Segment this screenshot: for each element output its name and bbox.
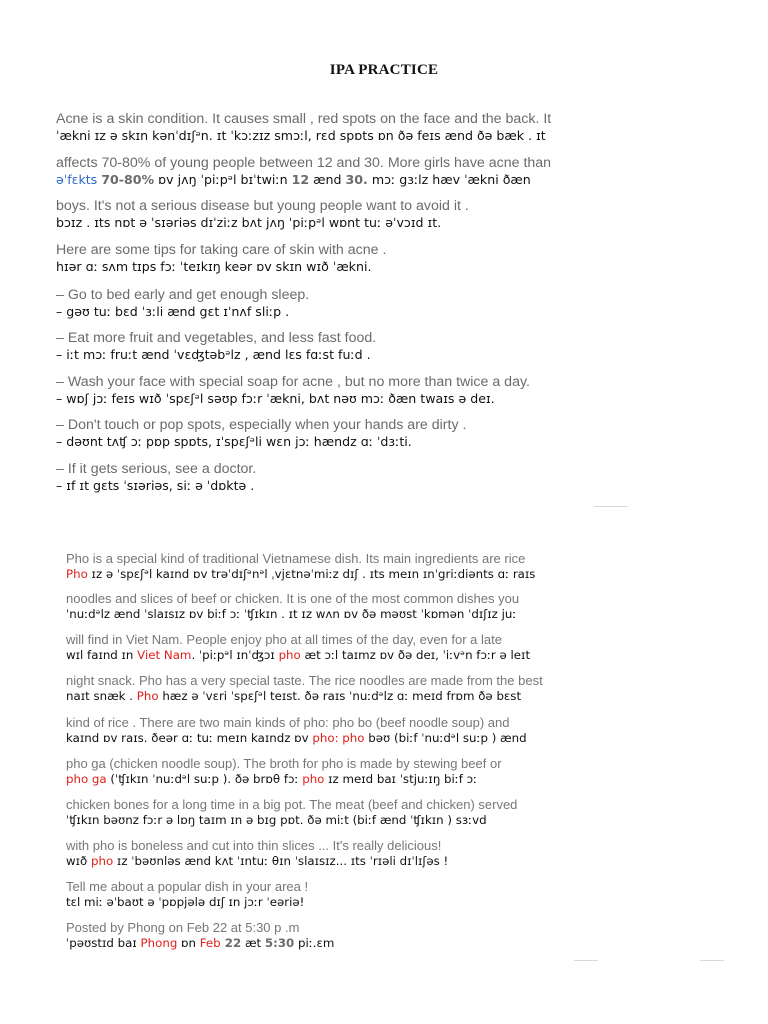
ipa-number: 30. [345,172,368,187]
english-line: – Don't touch or pop spots, especially when your hands are dirty . [56,417,467,433]
ipa-line: ˈnuːdᵊlz ænd ˈslaɪsɪz ɒv biːf ɔː ˈʧɪkɪn . ɪt ɪz wʌn ɒv ðə məʊst ˈkɒmən ˈdɪʃɪz juː [66,607,517,621]
ipa-text: ɪz ə ˈspɛʃᵊl kaɪnd ɒv trəˈdɪʃᵊnᵊl ˌvjɛtnəˈmiːz dɪʃ . ɪts meɪn ɪnˈgriːdiənts ɑː raɪs [87,567,536,581]
ipa-highlight: Feb [199,936,221,950]
english-line: noodles and slices of beef or chicken. It is one of the most common dishes you [66,591,520,606]
english-line: Here are some tips for taking care of skin with acne . [56,242,387,258]
ipa-text: ænd [309,172,346,187]
english-line: Tell me about a popular dish in your area ! [66,879,309,894]
ipa-number: 70-80% [101,172,155,187]
ipa-number: 22 [220,936,242,950]
ipa-text: ɪz ˈbəʊnləs ænd kʌt ˈɪntuː θɪn ˈslaɪsɪz... ɪts ˈrɪəli dɪˈlɪʃəs ! [113,854,449,868]
ipa-highlight: Pho [66,567,88,581]
english-line: with pho is boneless and cut into thin slices ... It's really delicious! [66,838,442,853]
ipa-number: 12 [291,172,310,187]
ipa-text: mɔː gɜːlz hæv ˈækni ðæn [367,172,531,187]
ipa-highlight: pho ga [66,772,107,786]
ipa-line: hɪər ɑː sʌm tɪps fɔː ˈteɪkɪŋ keər ɒv skɪn wɪð ˈækni. [56,259,372,274]
ipa-line [66,731,527,745]
post-meta: Posted by Phong on Feb 22 at 5:30 p .m [66,920,300,935]
ipa-text: ɒn [177,936,200,950]
ipa-highlight: Pho [136,689,159,703]
ipa-line [66,854,448,868]
english-line: Acne is a skin condition. It causes small , red spots on the face and the back. It [56,111,552,127]
ipa-number: 5:30 [264,936,295,950]
english-line: will find in Viet Nam. People enjoy pho at all times of the day, even for a late [66,632,502,647]
divider [594,506,628,507]
ipa-text: æt ɔːl taɪmz ɒv ðə deɪ, ˈiːvᵊn fɔːr ə leɪt [300,648,531,662]
ipa-line: – wɒʃ jɔː feɪs wɪð ˈspɛʃᵊl səʊp fɔːr ˈækni, bʌt nəʊ mɔː ðæn twaɪs ə deɪ. [56,391,495,406]
page-title: IPA PRACTICE [329,62,439,78]
ipa-line: ˈʧɪkɪn bəʊnz fɔːr ə lɒŋ taɪm ɪn ə bɪg pɒt. ðə miːt (biːf ænd ˈʧɪkɪn ) sɜːvd [66,813,487,827]
english-line: affects 70-80% of young people between 12 and 30. More girls have acne than [56,155,552,171]
ipa-word: əˈfɛkts [56,172,98,187]
ipa-highlight: Viet Nam [137,648,192,662]
ipa-line [66,689,521,703]
english-line: – Eat more fruit and vegetables, and less fast food. [56,330,377,346]
english-line: – Wash your face with special soap for acne , but no more than twice a day. [56,374,530,390]
ipa-line [66,567,535,581]
ipa-highlight: pho: pho [312,731,365,745]
english-line: chicken bones for a long time in a big pot. The meat (beef and chicken) served [66,797,518,812]
ipa-text: æt [241,936,265,950]
ipa-line [66,772,477,786]
english-line: Pho is a special kind of traditional Vietnamese dish. Its main ingredients are rice [66,551,526,566]
ipa-line: tɛl miː əˈbaʊt ə ˈpɒpjələ dɪʃ ɪn jɔːr ˈeəriə! [66,895,305,909]
ipa-text: wɪl faɪnd ɪn [66,648,138,662]
ipa-line [56,172,531,187]
english-line: pho ga (chicken noodle soup). The broth for pho is made by stewing beef or [66,756,502,771]
english-line: – Go to bed early and get enough sleep. [56,287,310,303]
ipa-text: bəʊ (biːf ˈnuːdᵊl suːp ) ænd [364,731,527,745]
english-line: night snack. Pho has a very special taste. The rice noodles are made from the best [66,673,543,688]
ipa-line: – iːt mɔː fruːt ænd ˈvɛʤtəbᵊlz , ænd lɛs fɑːst fuːd . [56,347,371,362]
english-line: kind of rice . There are two main kinds of pho: pho bo (beef noodle soup) and [66,715,510,730]
ipa-highlight: pho [278,648,301,662]
ipa-line [66,648,530,662]
ipa-text: ɪz meɪd baɪ ˈstjuːɪŋ biːf ɔː [324,772,478,786]
ipa-text: hæz ə ˈvɛri ˈspɛʃᵊl teɪst. ðə raɪs ˈnuːdᵊlz ɑː meɪd frɒm ðə bɛst [158,689,522,703]
ipa-highlight: Phong [140,936,178,950]
english-line: – If it gets serious, see a doctor. [56,461,257,477]
ipa-text: piː.ɛm [294,936,335,950]
divider [574,960,598,961]
divider [700,960,724,961]
ipa-line: – dəʊnt tʌʧ ɔː pɒp spɒts, ɪˈspɛʃᵊli wɛn jɔː hændz ɑː ˈdɜːti. [56,434,412,449]
ipa-highlight: pho [302,772,325,786]
ipa-text: ˈpəʊstɪd baɪ [66,936,141,950]
ipa-text: kaɪnd ɒv raɪs. ðeər ɑː tuː meɪn kaɪndz ɒv [66,731,313,745]
ipa-text: wɪð [66,854,91,868]
ipa-line [66,936,334,950]
ipa-text: (ˈʧɪkɪn ˈnuːdᵊl suːp ). ðə brɒθ fɔː [106,772,303,786]
ipa-text: ɒv jʌŋ ˈpiːpᵊl bɪˈtwiːn [154,172,292,187]
english-line: boys. It's not a serious disease but young people want to avoid it . [56,198,469,214]
ipa-line: – ɪf ɪt gɛts ˈsɪəriəs, siː ə ˈdɒktə . [56,478,255,493]
ipa-line: ˈækni ɪz ə skɪn kənˈdɪʃᵊn. ɪt ˈkɔːzɪz smɔːl, rɛd spɒts ɒn ðə feɪs ænd ðə bæk . ɪt [56,128,546,143]
ipa-text: naɪt snæk . [66,689,137,703]
ipa-line: – gəʊ tuː bɛd ˈɜːli ænd gɛt ɪˈnʌf sliːp . [56,304,290,319]
ipa-text: . ˈpiːpᵊl ɪnˈʤɔɪ [191,648,279,662]
ipa-highlight: pho [91,854,114,868]
ipa-line: bɔɪz . ɪts nɒt ə ˈsɪəriəs dɪˈziːz bʌt jʌŋ ˈpiːpᵊl wɒnt tuː əˈvɔɪd ɪt. [56,215,442,230]
